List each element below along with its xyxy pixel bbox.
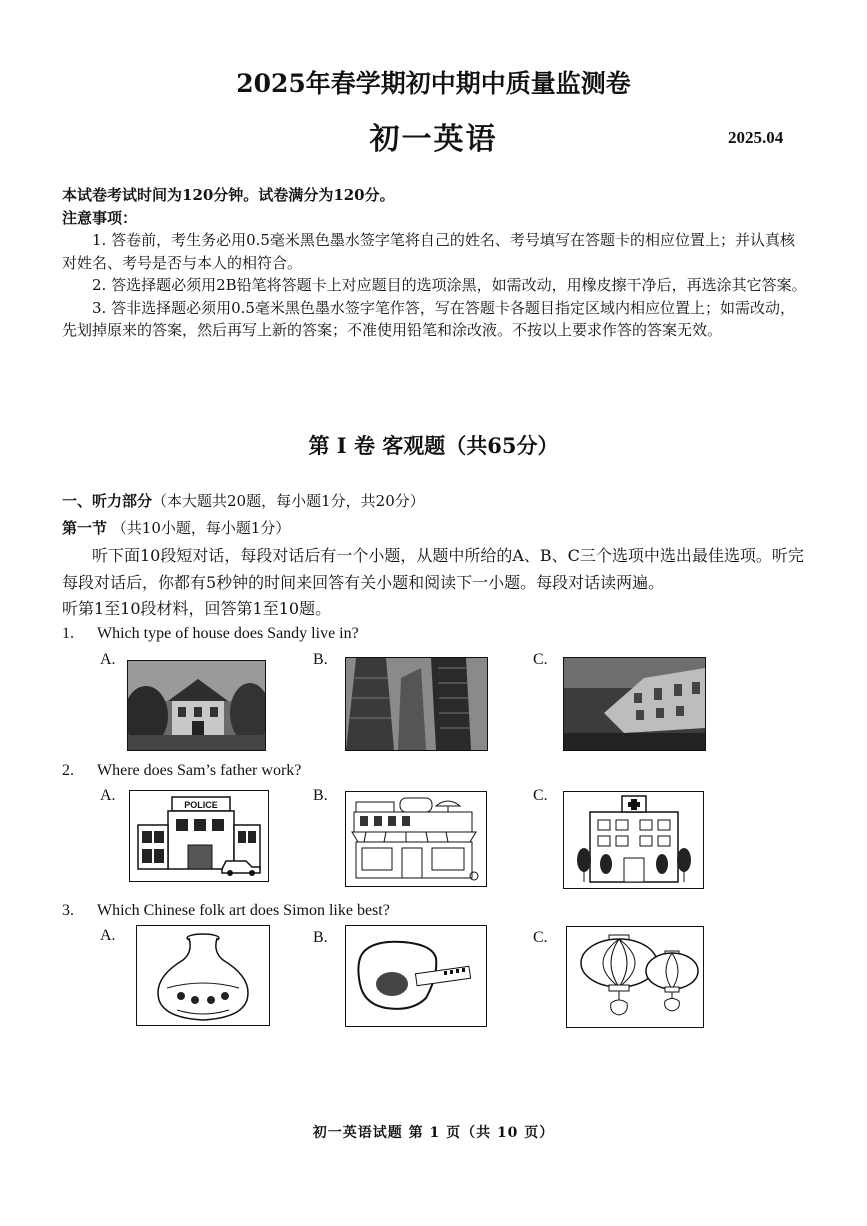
part-info: （本大题共20题，每小题1分，共20分） bbox=[152, 492, 425, 510]
q2-image-b bbox=[345, 791, 487, 887]
q3-image-a bbox=[136, 925, 270, 1026]
q3-option-b-label: B. bbox=[313, 929, 328, 946]
q1-option-c-label: C. bbox=[533, 651, 548, 668]
hospital-icon bbox=[564, 792, 703, 888]
q3-image-c bbox=[566, 926, 704, 1028]
note-item-1: 1. 答卷前，考生务必用0.5毫米黑色墨水签字笔将自己的姓名、考号填写在答题卡的相应位置上；并认真核对姓名、考号是否与本人的相符合。 bbox=[62, 231, 795, 272]
house-photo-icon bbox=[128, 661, 265, 750]
exam-date: 2025.04 bbox=[728, 128, 784, 147]
q2-option-c-label: C. bbox=[533, 787, 548, 804]
police-station-icon bbox=[130, 791, 268, 881]
sub-heading bbox=[62, 517, 290, 538]
q3-image-b bbox=[345, 925, 487, 1027]
note-item-2: 2. 答选择题必须用2B铅笔将答题卡上对应题目的选项涂黑，如需改动，用橡皮擦干净后，再选涂其它答案。 bbox=[92, 276, 807, 294]
note-item-3: 3. 答非选择题必须用0.5毫米黑色墨水签字笔作答，写在答题卡各题目指定区域内相应位置上；如需改动，先划掉原来的答案，然后再写上新的答案；不准使用铅笔和涂改液。不按以上要求作答的答案无效。 bbox=[62, 298, 795, 339]
part-label: 一、听力部分 bbox=[62, 492, 153, 510]
exam-notes bbox=[62, 184, 808, 342]
q1-option-b-label: B. bbox=[313, 651, 328, 668]
q1-image-a bbox=[127, 660, 266, 751]
question-3-number: 3. bbox=[62, 902, 74, 919]
vase-icon bbox=[137, 926, 269, 1025]
question-2-text: Where does Sam’s father work? bbox=[97, 762, 302, 779]
sub-label: 第一节 bbox=[62, 519, 108, 537]
q1-image-c bbox=[563, 657, 706, 751]
question-1-number: 1. bbox=[62, 625, 74, 642]
townhouses-photo-icon bbox=[564, 658, 705, 750]
q2-image-c bbox=[563, 791, 704, 889]
instruction-range: 听第1至10段材料，回答第1至10题。 bbox=[62, 599, 332, 618]
q2-image-a bbox=[129, 790, 269, 882]
q3-option-a-label: A. bbox=[100, 927, 116, 944]
section-title: 第 I 卷 客观题（共65分） bbox=[308, 433, 559, 458]
q2-option-b-label: B. bbox=[313, 787, 328, 804]
question-2-number: 2. bbox=[62, 762, 74, 779]
time-score-note: 本试卷考试时间为120分钟。试卷满分为120分。 bbox=[62, 186, 395, 204]
notes-heading: 注意事项： bbox=[62, 208, 138, 227]
instruction-text: 听下面10段短对话，每段对话后有一个小题，从题中所给的A、B、C三个选项中选出最佳选项。听完每段对话后，你都有5秒钟的时间来回答有关小题和阅读下一小题。每段对话读两遍。 bbox=[62, 546, 804, 592]
police-sign-text: POLICE bbox=[184, 800, 218, 810]
part-heading bbox=[62, 490, 425, 511]
skyscrapers-photo-icon bbox=[346, 658, 487, 750]
inkstone-icon bbox=[346, 926, 486, 1026]
q1-option-a-label: A. bbox=[100, 651, 116, 668]
exam-title: 2025年春学期初中期中质量监测卷 bbox=[236, 69, 631, 98]
instructions bbox=[62, 543, 808, 623]
q2-option-a-label: A. bbox=[100, 787, 116, 804]
sub-info: （共10小题，每小题1分） bbox=[111, 519, 291, 537]
exam-subject: 初一英语 bbox=[369, 122, 498, 157]
q1-image-b bbox=[345, 657, 488, 751]
q3-option-c-label: C. bbox=[533, 929, 548, 946]
page-footer: 初一英语试题 第 1 页（共 10 页） bbox=[312, 1125, 555, 1141]
question-3-text: Which Chinese folk art does Simon like best? bbox=[97, 902, 390, 919]
question-1-text: Which type of house does Sandy live in? bbox=[97, 625, 359, 642]
lanterns-icon bbox=[567, 927, 703, 1027]
coffee-shop-icon bbox=[346, 792, 486, 886]
